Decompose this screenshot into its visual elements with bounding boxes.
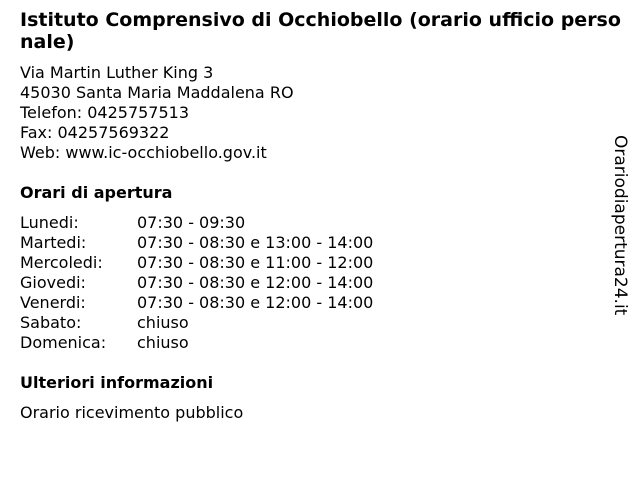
more-info-text: Orario ricevimento pubblico (20, 403, 244, 422)
day-label: Martedi: (20, 233, 87, 252)
page-title: Istituto Comprensivo di Occhiobello (orario ufficio personale) (20, 9, 621, 53)
day-label: Venerdi: (20, 293, 86, 312)
phone-number: Telefon: 0425757513 (20, 103, 190, 122)
city-address: 45030 Santa Maria Maddalena RO (20, 83, 294, 102)
site-watermark: Orariodiapertura24.it (610, 135, 630, 316)
more-info-heading: Ulteriori informazioni (20, 373, 214, 392)
hours-row-monday (20, 213, 373, 233)
day-label: Giovedi: (20, 273, 86, 292)
hours-row-thursday (20, 273, 373, 293)
day-label: Lunedi: (20, 213, 79, 232)
hours-row-tuesday (20, 233, 373, 253)
day-label: Domenica: (20, 333, 107, 352)
street-address: Via Martin Luther King 3 (20, 63, 214, 82)
time-value: 07:30 - 08:30 e 13:00 - 14:00 (137, 233, 374, 252)
website: Web: www.ic-occhiobello.gov.it (20, 143, 267, 162)
time-value: 07:30 - 09:30 (137, 213, 246, 232)
time-value: 07:30 - 08:30 e 12:00 - 14:00 (137, 273, 374, 292)
time-value: chiuso (137, 333, 189, 352)
day-label: Mercoledi: (20, 253, 103, 272)
hours-row-saturday (20, 313, 373, 333)
opening-hours-table (20, 213, 373, 353)
fax-number: Fax: 04257569322 (20, 123, 170, 142)
time-value: 07:30 - 08:30 e 11:00 - 12:00 (137, 253, 374, 272)
hours-row-wednesday (20, 253, 373, 273)
time-value: 07:30 - 08:30 e 12:00 - 14:00 (137, 293, 374, 312)
address-block (20, 63, 294, 163)
day-label: Sabato: (20, 313, 82, 332)
hours-row-friday (20, 293, 373, 313)
hours-row-sunday (20, 333, 373, 353)
opening-hours-heading: Orari di apertura (20, 183, 173, 202)
time-value: chiuso (137, 313, 189, 332)
